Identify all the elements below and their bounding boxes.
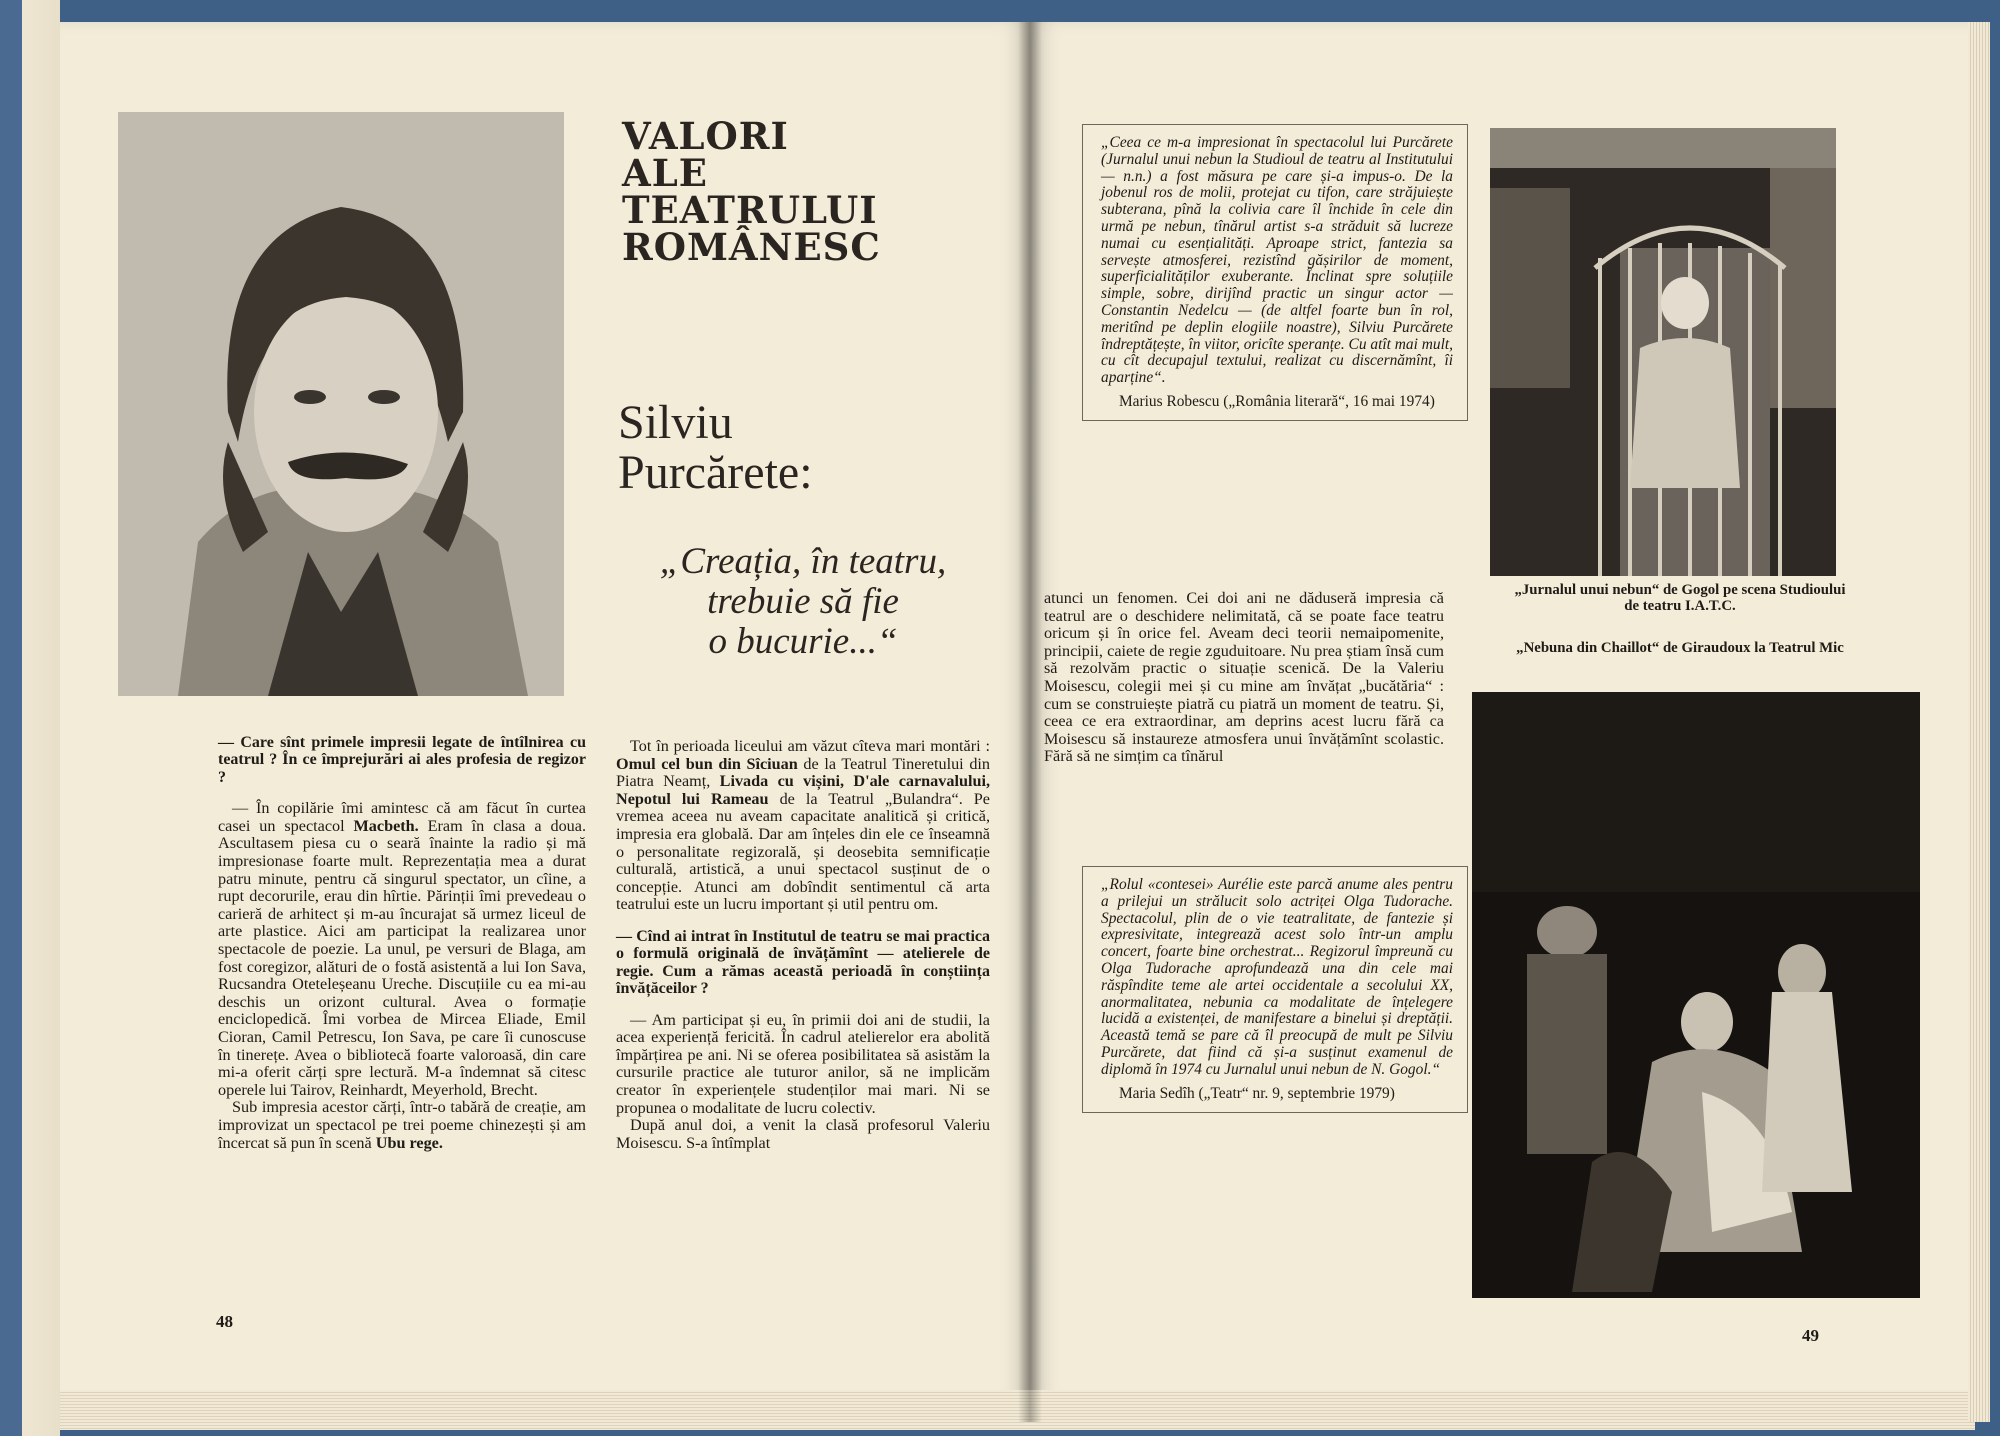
book-gutter xyxy=(1018,22,1042,1422)
headline-line: ROMÂNESC xyxy=(622,225,881,269)
answer-paragraph: — Am participat și eu, în primii doi ani de studii, la acea experiență fericită. În cadrul atelierelor era abolită împărțirea pe ani. Ni se oferea posibilitatea să asistăm la cursurile practice ale tuturor anilor, să ne implicăm creator în experiențele studenților mai mari. Ni se propunea o modalitate de lucru colectiv. xyxy=(616,1010,990,1117)
play-title: Ubu rege. xyxy=(375,1133,443,1152)
page-number-left: 48 xyxy=(216,1312,233,1331)
review-box-1 xyxy=(1082,124,1468,421)
quote-line: trebuie să fie xyxy=(707,581,899,622)
interview-name xyxy=(618,398,978,498)
question-2: — Cînd ai intrat în Institutul de teatru se mai practica o formulă originală de învățămînt — atelierele de regie. Cum a rămas această perioadă în conștiința învățăceilor ? xyxy=(616,927,990,998)
interview-quote xyxy=(618,542,988,662)
headline-line: ALE xyxy=(622,151,708,195)
answer-paragraph: Tot în perioada liceului am văzut cîteva mari montări : Omul cel bun din Sîciuan de la Teatrul Tineretului din Piatra Neamț, Livada cu vișini, D'ale carnavalului, Nepotul lui Rameau de la Teatrul „Bulandra“. Pe vremea aceea nu aveam capacitate analitică și critică, impresia era globală. Dar am înțeles din ele ce înseamnă o personalitate regizorală, și deosebita semnificație culturală, artistică, a unui spectacol susținut de o concepție. Atunci am dobîndit sentimentul că arta teatrului este un lucru important și util pentru om. xyxy=(616,737,990,914)
name-last: Purcărete: xyxy=(618,446,813,499)
review-source: Marius Robescu („România literară“, 16 mai 1974) xyxy=(1119,392,1435,410)
book-cover-right xyxy=(1990,0,2000,1436)
right-column-text xyxy=(1044,590,1444,766)
answer-paragraph: Sub impresia acestor cărți, într-o tabără de creație, am improvizat un spectacol pe trei poeme chinezești și am încercat să pun în scenă Ubu rege. xyxy=(218,1098,586,1152)
portrait-photo xyxy=(118,112,564,696)
review-source: Maria Sedîh („Teatr“ nr. 9, septembrie 1979) xyxy=(1119,1084,1395,1102)
left-column-2 xyxy=(616,738,990,1152)
name-first: Silviu xyxy=(618,396,733,449)
jurnal-photo xyxy=(1490,128,1836,576)
question-1: — Care sînt primele impresii legate de întîlnirea cu teatrul ? În ce împrejurări ai ales profesia de regizor ? xyxy=(218,734,586,786)
quote-line: o bucurie...“ xyxy=(708,621,898,662)
photo-caption-1: „Jurnalul unui nebun“ de Gogol pe scena Studioului de teatru I.A.T.C. xyxy=(1514,582,1846,614)
review-text: „Ceea ce m-a impresionat în spectacolul lui Purcărete (Jurnalul unui nebun la Studioul de teatru al Institutului — n.n.) a fost măsura pe care și-a impus-o. De la jobenul ros de molii, protejat cu tifon, care străjuiește subterana, pînă la colivia care îl închide în cele din urmă pe nebun, tînărul artist s-a străduit să lucreze numai cu esențialități. Aproape strict, fantezia sa servește atmosferei, rezistînd gășirilor de moment, superficialităților exuberante. Înclinat spre soluțiile simple, sobre, dirijînd practic un singur actor — Constantin Nedelcu — (de altfel foarte bun în rol, meritînd pe deplin elogiile noastre), Silviu Purcărete îndreptățește, în viitor, oricîte speranțe. Cu atît mai mult, cu cît decupajul textului, realizat cu discernămînt, îi aparține“. xyxy=(1101,134,1453,387)
answer-paragraph: După anul doi, a venit la clasă profesorul Valeriu Moisescu. S-a întîmplat xyxy=(616,1116,990,1152)
headline-line: TEATRULUI xyxy=(622,188,878,232)
review-text: „Rolul «contesei» Aurélie este parcă anume ales pentru a prilejui un strălucit solo actriței Olga Tudorache. Spectacolul, plin de o vie teatralitate, de fantezie și expresivitate, integrează acest solo într-un amplu concert, foarte bine orchestrat... Regizorul împreună cu Olga Tudorache aprofundează una din cele mai răspîndite teme ale artei occidentale a secolului XX, anormalitatea, nebunia ca modalitate de înțelegere lucidă a existenței, de manifestare a binelui și dreptății. Această temă se pare că îl preocupă de mult pe Silviu Purcărete, dat fiind că și-a susținut examenul de diplomă în 1974 cu Jurnalul unui nebun de N. Gogol.“ xyxy=(1101,876,1453,1078)
quote-line: „Creația, în teatru, xyxy=(659,541,947,582)
review-box-2 xyxy=(1082,866,1468,1113)
left-column-1 xyxy=(218,734,586,1152)
answer-paragraph: — În copilărie îmi amintesc că am făcut în curtea casei un spectacol Macbeth. Eram în clasa a doua. Ascultasem piesa cu o seară înainte la radio și mă impresionase foarte mult. Reprezentația mea a durat patru minute, pentru că singurul spectator, un cîine, a rupt decorurile, erau din hîrtie. Părinții îmi prevedeau o carieră de arhitect și m-au încurajat să urmez liceul de arte plastice. Aici am participat la realizarea unor spectacole de poezie. La unul, pe versuri de Blaga, am fost coregizor, alături de o fostă asistentă a lui Ion Sava, Rucsandra Otetelеșeanu Ureche. Discuțiile cu ea mi-au deschis un orizont cultural. Avea o formație enciclopedică. Îmi vorbea de Mircea Eliade, Emil Cioran, Camil Petrescu, Ion Sava, pe care îi cunoscuse în tinerețe. Avea o bibliotecă foarte valoroasă, din care mi-a oferit cărți spre lectură. M-a îndemnat să citesc operele lui Tairov, Reinhardt, Meyerhold, Brecht. xyxy=(218,799,586,1099)
section-headline xyxy=(622,114,962,269)
page-number-right: 49 xyxy=(1802,1326,1819,1345)
book-cover-edge xyxy=(0,0,60,1436)
play-title: Macbeth. xyxy=(353,816,419,835)
continued-paragraph: atunci un fenomen. Cei doi ani ne dăduseră impresia că teatrul are o deschidere nelimitată, că se poate face teatru oricum și în orice fel. Aveam deci teorii nemaipomenite, principii, caiete de regie zguduitoare. Nu prea știam însă cum să rezolvăm practic o situație scenică. De la Valeriu Moisescu, colegii mei și cu mine am învățat „bucătăria“ : cum se construiește piatră cu piatră un moment de teatru. Și, ceea ce era extraordinar, am deprins acest lucru fără ca Moisescu să instaureze atmosfera unui învățămînt scolastic. Fără să ne simțim ca tînărul xyxy=(1044,589,1444,766)
headline-line: VALORI xyxy=(622,114,789,158)
nebuna-photo xyxy=(1472,692,1920,1298)
photo-caption-2: „Nebuna din Chaillot“ de Giraudoux la Teatrul Mic xyxy=(1516,640,1844,656)
page-stack-right xyxy=(1968,22,1990,1422)
